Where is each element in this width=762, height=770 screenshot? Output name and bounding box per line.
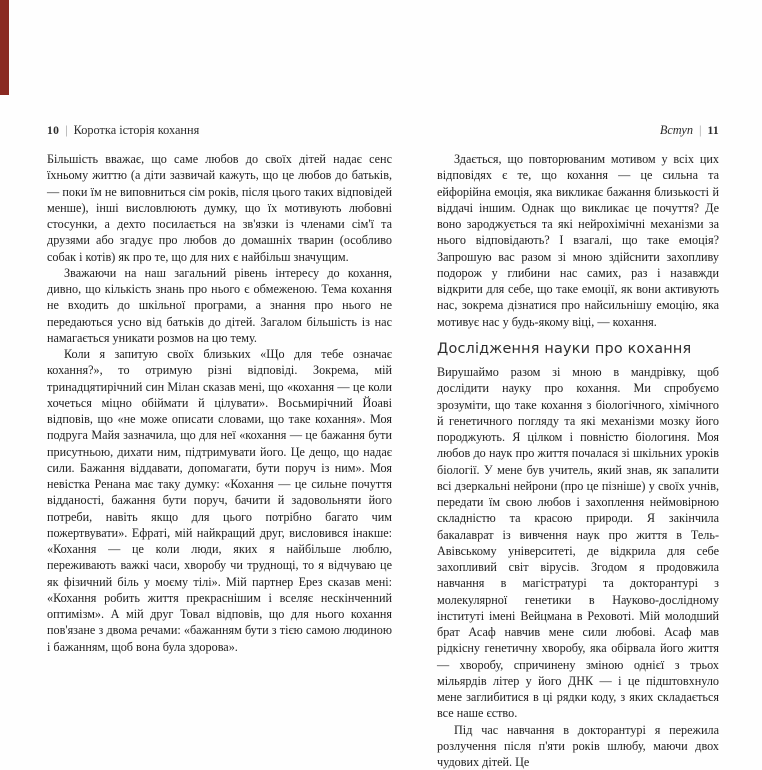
section-heading: Дослідження науки про кохання [437,341,719,357]
paragraph: Здається, що повторюваним мотивом у всіх цих відповідях є те, що кохання — це сильна та ейфорійна емоція, яка викликає бажання близькості й віддачі іншим. Однак що викликає це почуття? Де воно зароджується та які нейрохімічні механізми за нього відповідають? І взагалі, що таке емоція? Запрошую вас разом зі мною здійснити захопливу подорож у глибини нас самих, раз і назавжди відкрити для себе, що таке емоції, як вони активують нас, зокрема дізнатися про найсильнішу емоцію, яка мотивує нас у будь-якому віці, — кохання. [437,151,719,330]
right-page-body [437,151,719,770]
header-separator: | [699,123,701,137]
left-page-body [47,151,392,655]
right-running-header [437,123,719,138]
left-running-title: Коротка історія кохання [74,123,200,137]
left-running-header [47,123,392,138]
paragraph: Зважаючи на наш загальний рівень інтересу до кохання, дивно, що кількість знань про нього є обмеженою. Тема кохання не входить до шкільної програми, а знання про нього не передаються усно від батьків до дітей. Загалом більшість із нас намагається уникати розмов на цю тему. [47,265,392,346]
header-separator: | [65,123,67,137]
paragraph: Більшість вважає, що саме любов до своїх дітей надає сенс їхньому життю (а діти зазвичай кажуть, що це любов до батьків, — поки їм не виповниться сім років, після цього таких відповідей менше), інші висловлюють думку, що їх мотивують любовні стосунки, а дехто посилається на зв'язки із членами сім'ї та друзями або згадує про любов до домашніх тварин (особливо собак і котів) як про те, що для них є найбільш значущим. [47,151,392,265]
left-page [47,123,392,655]
right-running-title: Вступ [660,123,693,137]
right-page [437,123,719,770]
paragraph: Вирушаймо разом зі мною в мандрівку, щоб дослідити науку про кохання. Ми спробуємо зрозуміти, що таке кохання з біологічного, хімічного й генетичного погляду та які механізми мозку його породжують. Я цілком і повністю біологиня. Моя любов до наук про життя почалася зі шкільних уроків біології. У мене був учитель, який знав, як запалити всі дзеркальні нейрони (про це пізніше) у своїх учнів, передати їм свою любов і захоплення неймовірною складністю та красою природи. Я закінчила бакалаврат із вивчення наук про життя в Тель-Авівському університеті, де відкрила для себе захопливий світ вірусів. Згодом я продовжила навчання в магістратурі та докторантурі з молекулярної генетики в Науково-дослідному інституті імені Вейцмана в Реховоті. Мій молодший брат Асаф навчив мене сили любові. Асаф мав рідкісну генетичну хворобу, яка обірвала його життя — хворобу, спричинену зміною однієї з трьох мільярдів літер у його ДНК — і це підштовхнуло мене заглибитися в ці рядки коду, з яких складається все наше єство. [437,364,719,722]
paragraph: Під час навчання в докторантурі я пережила розлучення після п'яти років шлюбу, маючи двох чудових дітей. Це [437,722,719,770]
right-page-number: 11 [707,124,719,137]
paragraph: Коли я запитую своїх близьких «Що для тебе означає кохання?», то отримую різні відповіді. Зокрема, мій тринадцятирічний син Мілан сказав мені, що «кохання — це коли хочеться міцно обіймати й цілувати». Восьмирічний Йоаві відповів, що «не може описати словами, що таке кохання». Моя подруга Майя зазначила, що для неї «кохання — це бажання бути присутньою, дихати ним, підтримувати його. Це дещо, що надає сили. Бажання віддавати, допомагати, бути поруч із ним». Моя невістка Ренана має таку думку: «Кохання — це сильне почуття відданості, бажання бути поруч, бачити й задовольняти його потреби, навіть якщо для цього потрібно багато чим пожертвувати». Ефраті, мій найкращий друг, висловився інакше: «Кохання — це коли люди, яких я найбільше люблю, переживають важкі часи, хворобу чи труднощі, то я відчуваю це як фізичний біль у моєму тілі». Мій партнер Ерез сказав мені: «Кохання робить життя прекраснішим і вселяє нескінченний оптимізм». А мій друг Товал відповів, що для нього кохання пов'язане з двома речами: «бажанням бути з тією самою людиною і бажанням, щоб вона була здорова». [47,346,392,655]
left-page-number: 10 [47,124,59,137]
scroll-indicator[interactable] [0,0,9,95]
